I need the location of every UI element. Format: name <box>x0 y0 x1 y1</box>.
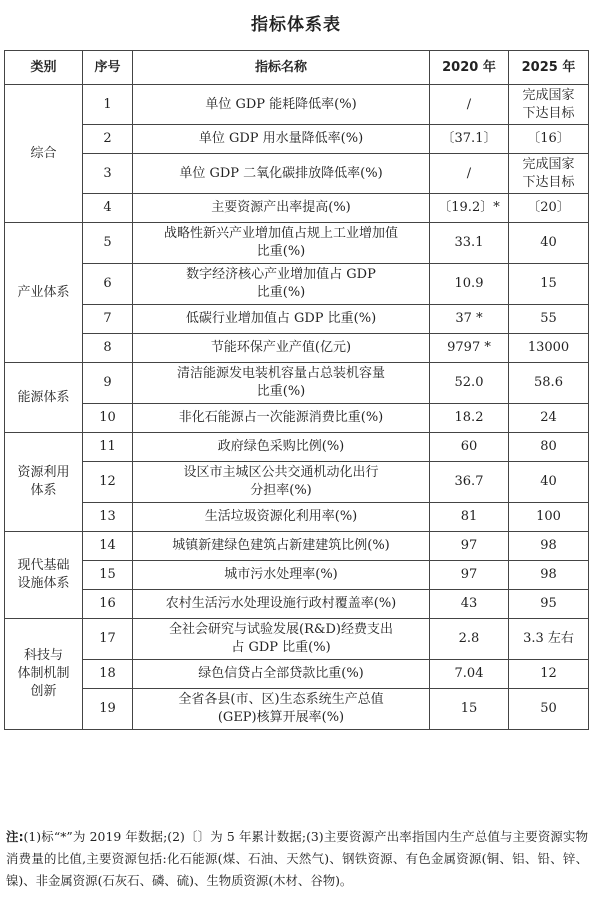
table-body <box>5 85 589 730</box>
indicator-name-cell: 清洁能源发电装机容量占总装机容量 比重(%) <box>133 363 430 404</box>
table-row <box>5 619 589 660</box>
value-2020-cell: 〔19.2〕* <box>430 194 509 223</box>
value-2025-cell: 12 <box>509 660 589 689</box>
value-2025-cell: 3.3 左右 <box>509 619 589 660</box>
table-row <box>5 404 589 433</box>
row-number-cell: 11 <box>83 433 133 462</box>
indicator-name-cell: 全社会研究与试验发展(R&D)经费支出 占 GDP 比重(%) <box>133 619 430 660</box>
table-row <box>5 125 589 154</box>
table-row <box>5 689 589 730</box>
category-cell: 现代基础 设施体系 <box>5 532 83 619</box>
table-row <box>5 154 589 194</box>
row-number-cell: 7 <box>83 305 133 334</box>
indicator-table <box>4 50 589 730</box>
category-cell: 产业体系 <box>5 223 83 363</box>
note-text: (1)标“*”为 2019 年数据;(2)〔〕为 5 年累计数据;(3)主要资源产出率指国内生产总值与主要资源实物消费量的比值,主要资源包括:化石能源(煤、石油、天然气)、钢铁资源、有色金属资源(铜、铝、铅、锌、镍)、非金属资源(石灰石、磷、硫)、生物质资源(木材、谷物)。 <box>6 829 588 888</box>
value-2020-cell: 60 <box>430 433 509 462</box>
table-row <box>5 223 589 264</box>
header-2025: 2025 年 <box>509 51 589 85</box>
value-2025-cell: 40 <box>509 223 589 264</box>
value-2025-cell: 98 <box>509 561 589 590</box>
value-2020-cell: 81 <box>430 503 509 532</box>
value-2020-cell: / <box>430 85 509 125</box>
indicator-name-cell: 非化石能源占一次能源消费比重(%) <box>133 404 430 433</box>
value-2020-cell: 9797 * <box>430 334 509 363</box>
value-2020-cell: 18.2 <box>430 404 509 433</box>
row-number-cell: 10 <box>83 404 133 433</box>
row-number-cell: 6 <box>83 264 133 305</box>
category-cell: 资源利用 体系 <box>5 433 83 532</box>
value-2020-cell: 97 <box>430 561 509 590</box>
value-2020-cell: 43 <box>430 590 509 619</box>
indicator-name-cell: 农村生活污水处理设施行政村覆盖率(%) <box>133 590 430 619</box>
row-number-cell: 9 <box>83 363 133 404</box>
value-2025-cell: 13000 <box>509 334 589 363</box>
table-row <box>5 660 589 689</box>
table-row <box>5 462 589 503</box>
indicator-name-cell: 全省各县(市、区)生态系统生产总值 (GEP)核算开展率(%) <box>133 689 430 730</box>
value-2025-cell: 55 <box>509 305 589 334</box>
indicator-name-cell: 城镇新建绿色建筑占新建建筑比例(%) <box>133 532 430 561</box>
indicator-name-cell: 数字经济核心产业增加值占 GDP 比重(%) <box>133 264 430 305</box>
value-2020-cell: 52.0 <box>430 363 509 404</box>
note-label: 注: <box>6 829 24 844</box>
value-2020-cell: 37 * <box>430 305 509 334</box>
table-row <box>5 305 589 334</box>
header-no: 序号 <box>83 51 133 85</box>
indicator-name-cell: 单位 GDP 用水量降低率(%) <box>133 125 430 154</box>
value-2025-cell: 15 <box>509 264 589 305</box>
indicator-name-cell: 主要资源产出率提高(%) <box>133 194 430 223</box>
row-number-cell: 17 <box>83 619 133 660</box>
indicator-name-cell: 政府绿色采购比例(%) <box>133 433 430 462</box>
indicator-name-cell: 城市污水处理率(%) <box>133 561 430 590</box>
indicator-name-cell: 单位 GDP 二氧化碳排放降低率(%) <box>133 154 430 194</box>
indicator-name-cell: 设区市主城区公共交通机动化出行 分担率(%) <box>133 462 430 503</box>
table-row <box>5 532 589 561</box>
table-note <box>6 826 588 892</box>
value-2020-cell: 33.1 <box>430 223 509 264</box>
row-number-cell: 19 <box>83 689 133 730</box>
table-row <box>5 590 589 619</box>
value-2025-cell: 完成国家 下达目标 <box>509 154 589 194</box>
table-header-row <box>5 51 589 85</box>
value-2020-cell: 7.04 <box>430 660 509 689</box>
category-cell: 综合 <box>5 85 83 223</box>
row-number-cell: 16 <box>83 590 133 619</box>
row-number-cell: 5 <box>83 223 133 264</box>
table-row <box>5 433 589 462</box>
row-number-cell: 18 <box>83 660 133 689</box>
table-row <box>5 561 589 590</box>
value-2025-cell: 40 <box>509 462 589 503</box>
value-2020-cell: 36.7 <box>430 462 509 503</box>
category-cell: 科技与 体制机制 创新 <box>5 619 83 730</box>
category-cell: 能源体系 <box>5 363 83 433</box>
value-2025-cell: 58.6 <box>509 363 589 404</box>
indicator-name-cell: 低碳行业增加值占 GDP 比重(%) <box>133 305 430 334</box>
header-2020: 2020 年 <box>430 51 509 85</box>
header-name: 指标名称 <box>133 51 430 85</box>
value-2020-cell: 2.8 <box>430 619 509 660</box>
row-number-cell: 15 <box>83 561 133 590</box>
value-2025-cell: 50 <box>509 689 589 730</box>
value-2025-cell: 〔20〕 <box>509 194 589 223</box>
row-number-cell: 8 <box>83 334 133 363</box>
row-number-cell: 4 <box>83 194 133 223</box>
page-title: 指标体系表 <box>251 15 341 35</box>
indicator-name-cell: 单位 GDP 能耗降低率(%) <box>133 85 430 125</box>
indicator-name-cell: 生活垃圾资源化利用率(%) <box>133 503 430 532</box>
row-number-cell: 14 <box>83 532 133 561</box>
value-2020-cell: / <box>430 154 509 194</box>
indicator-name-cell: 绿色信贷占全部贷款比重(%) <box>133 660 430 689</box>
table-row <box>5 363 589 404</box>
row-number-cell: 1 <box>83 85 133 125</box>
row-number-cell: 3 <box>83 154 133 194</box>
value-2025-cell: 完成国家 下达目标 <box>509 85 589 125</box>
value-2020-cell: 〔37.1〕 <box>430 125 509 154</box>
row-number-cell: 2 <box>83 125 133 154</box>
value-2025-cell: 98 <box>509 532 589 561</box>
row-number-cell: 13 <box>83 503 133 532</box>
value-2025-cell: 80 <box>509 433 589 462</box>
table-row <box>5 194 589 223</box>
value-2020-cell: 15 <box>430 689 509 730</box>
value-2025-cell: 〔16〕 <box>509 125 589 154</box>
value-2025-cell: 95 <box>509 590 589 619</box>
table-row <box>5 503 589 532</box>
value-2025-cell: 24 <box>509 404 589 433</box>
table-row <box>5 334 589 363</box>
indicator-name-cell: 节能环保产业产值(亿元) <box>133 334 430 363</box>
value-2025-cell: 100 <box>509 503 589 532</box>
table-row <box>5 85 589 125</box>
header-category: 类别 <box>5 51 83 85</box>
value-2020-cell: 10.9 <box>430 264 509 305</box>
row-number-cell: 12 <box>83 462 133 503</box>
table-row <box>5 264 589 305</box>
value-2020-cell: 97 <box>430 532 509 561</box>
indicator-name-cell: 战略性新兴产业增加值占规上工业增加值 比重(%) <box>133 223 430 264</box>
